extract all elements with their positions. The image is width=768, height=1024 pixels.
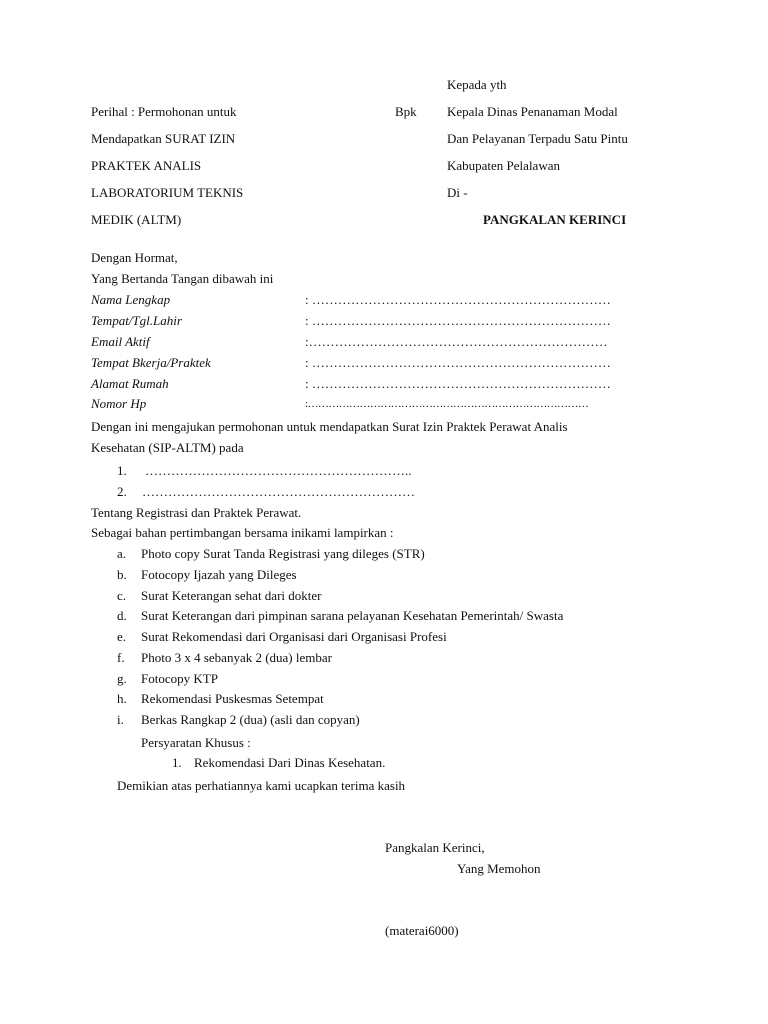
attachment-text-h: Rekomendasi Puskesmas Setempat	[141, 691, 324, 706]
field-label-hp: Nomor Hp	[91, 396, 147, 411]
request-line-1: Dengan ini mengajukan permohonan untuk mendapatkan Surat Izin Praktek Perawat Analis	[91, 419, 568, 434]
greeting: Dengan Hormat,	[91, 250, 178, 265]
attachment-letter-c: c.	[117, 588, 127, 603]
place-blank-1: ……………………………………………………..	[145, 463, 412, 478]
field-value-email: :……………………………………………………………	[305, 334, 608, 349]
field-value-nama: : ……………………………………………………………	[305, 292, 611, 307]
field-value-alamat: : ……………………………………………………………	[305, 376, 611, 391]
signature-place: Pangkalan Kerinci,	[385, 840, 485, 855]
about-line: Tentang Registrasi dan Praktek Perawat.	[91, 505, 302, 520]
place-number-1: 1.	[117, 463, 127, 478]
attachment-text-a: Photo copy Surat Tanda Registrasi yang dileges (STR)	[141, 546, 425, 561]
recipient-line-3: Kabupaten Pelalawan	[447, 158, 560, 173]
signature-applicant: Yang Memohon	[457, 861, 541, 876]
special-requirements-title: Persyaratan Khusus :	[141, 735, 251, 750]
perihal-line-1: Perihal : Permohonan untuk	[91, 104, 237, 119]
attachment-letter-b: b.	[117, 567, 127, 582]
recipient-line-4: Di -	[447, 185, 468, 200]
salutation-kepada: Kepada yth	[447, 77, 507, 92]
attachments-intro: Sebagai bahan pertimbangan bersama inikami lampirkan :	[91, 525, 394, 540]
perihal-line-2: Mendapatkan SURAT IZIN	[91, 131, 236, 146]
place-blank-2: ………………………………………………………	[142, 484, 415, 499]
request-line-2: Kesehatan (SIP-ALTM) pada	[91, 440, 244, 455]
perihal-line-3: PRAKTEK ANALIS	[91, 158, 202, 173]
attachment-text-c: Surat Keterangan sehat dari dokter	[141, 588, 322, 603]
attachment-letter-h: h.	[117, 691, 127, 706]
field-value-hp: :………………………………………………………………………	[305, 398, 589, 410]
attachment-text-d: Surat Keterangan dari pimpinan sarana pelayanan Kesehatan Pemerintah/ Swasta	[141, 608, 564, 623]
recipient-line-2: Dan Pelayanan Terpadu Satu Pintu	[447, 131, 628, 146]
attachment-letter-f: f.	[117, 650, 125, 665]
attachment-letter-g: g.	[117, 671, 127, 686]
attachment-text-b: Fotocopy Ijazah yang Dileges	[141, 567, 297, 582]
perihal-line-5: MEDIK (ALTM)	[91, 212, 182, 227]
attachment-letter-i: i.	[117, 712, 124, 727]
field-label-alamat: Alamat Rumah	[91, 376, 169, 391]
undersigned-intro: Yang Bertanda Tangan dibawah ini	[91, 271, 274, 286]
field-label-nama: Nama Lengkap	[91, 292, 171, 307]
field-label-tempat-kerja: Tempat Bkerja/Praktek	[91, 355, 211, 370]
attachment-letter-e: e.	[117, 629, 127, 644]
field-label-email: Email Aktif	[91, 334, 150, 349]
recipient-line-1: Kepala Dinas Penanaman Modal	[447, 104, 618, 119]
attachment-text-e: Surat Rekomendasi dari Organisasi dari Organisasi Profesi	[141, 629, 447, 644]
stamp-duty-note: (materai6000)	[385, 923, 459, 938]
field-label-ttl: Tempat/Tgl.Lahir	[91, 313, 182, 328]
attachment-text-g: Fotocopy KTP	[141, 671, 218, 686]
perihal-line-4: LABORATORIUM TEKNIS	[91, 185, 244, 200]
attachment-letter-a: a.	[117, 546, 127, 561]
special-item-number-1: 1.	[172, 755, 182, 770]
attachment-text-i: Berkas Rangkap 2 (dua) (asli dan copyan)	[141, 712, 360, 727]
closing-line: Demikian atas perhatiannya kami ucapkan terima kasih	[117, 778, 406, 793]
recipient-city: PANGKALAN KERINCI	[483, 212, 627, 227]
attachment-letter-d: d.	[117, 608, 127, 623]
attachment-text-f: Photo 3 x 4 sebanyak 2 (dua) lembar	[141, 650, 332, 665]
field-value-tempat-kerja: : ……………………………………………………………	[305, 355, 611, 370]
field-value-ttl: : ……………………………………………………………	[305, 313, 611, 328]
recipient-title: Bpk	[395, 104, 417, 119]
special-item-text-1: Rekomendasi Dari Dinas Kesehatan.	[194, 755, 386, 770]
place-number-2: 2.	[117, 484, 127, 499]
